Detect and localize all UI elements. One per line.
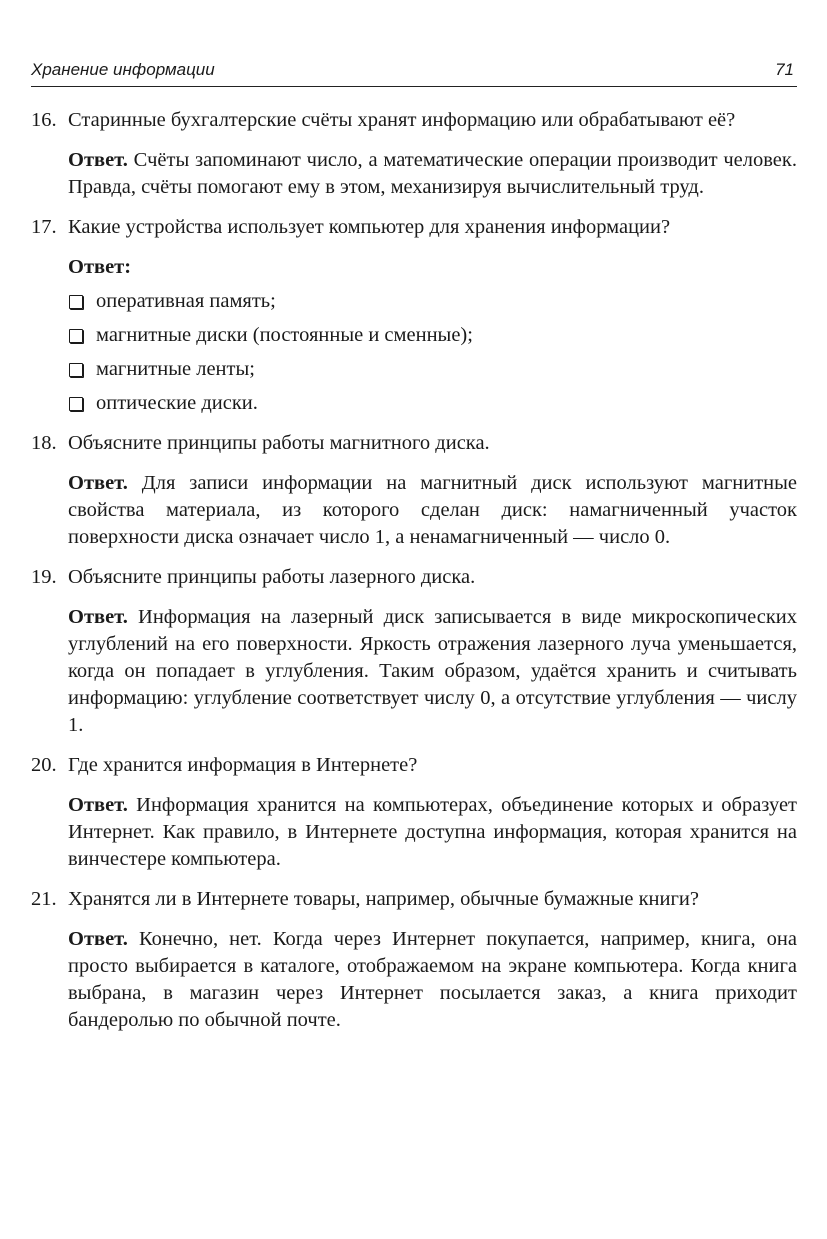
answer-label: Ответ. <box>68 606 128 628</box>
checkbox-bullet-icon <box>69 329 83 343</box>
question-18 <box>31 430 797 457</box>
list-item <box>68 322 797 349</box>
question-16 <box>31 107 797 134</box>
page-content <box>31 107 797 1034</box>
question-number: 20. <box>31 754 57 776</box>
answer-text: Информация хранится на компьютерах, объединение которых и образует Интернет. Как правило, в Интернете доступна информация, которая хранится на винчестере компьютера. <box>68 794 798 870</box>
answer-16 <box>68 147 797 201</box>
answer-text: Конечно, нет. Когда через Интернет покупается, например, книга, она просто выбирается в каталоге, отображаемом на экране компьютера. Когда книга выбрана, в магазин через Интернет посылается заказ, а книга приходит бандеролью по обычной почте. <box>68 928 797 1031</box>
answer-21 <box>68 926 797 1034</box>
chapter-title: Хранение информации <box>31 60 215 79</box>
page-header <box>31 60 797 87</box>
list-item-text: магнитные диски (постоянные и сменные); <box>96 324 473 346</box>
checkbox-bullet-icon <box>69 397 83 411</box>
list-item <box>68 356 797 383</box>
list-item-text: оперативная память; <box>96 290 276 312</box>
question-text: Где хранится информация в Интернете? <box>68 754 418 776</box>
list-item <box>68 390 797 417</box>
question-number: 21. <box>31 888 57 910</box>
checkbox-bullet-icon <box>69 363 83 377</box>
page-number: 71 <box>775 60 794 79</box>
answer-19 <box>68 604 797 739</box>
question-number: 18. <box>31 432 57 454</box>
list-item-text: оптические диски. <box>96 392 258 414</box>
list-item-text: магнитные ленты; <box>96 358 255 380</box>
answer-20 <box>68 792 797 873</box>
question-number: 16. <box>31 109 57 131</box>
question-text: Хранятся ли в Интернете товары, например, обычные бумажные книги? <box>68 888 699 910</box>
question-text: Объясните принципы работы лазерного диска. <box>68 566 476 588</box>
answer-label: Ответ. <box>68 928 128 950</box>
question-number: 19. <box>31 566 57 588</box>
question-20 <box>31 752 797 779</box>
answer-17 <box>68 254 797 281</box>
checkbox-bullet-icon <box>69 295 83 309</box>
question-17 <box>31 214 797 241</box>
answer-text: Для записи информации на магнитный диск используют магнитные свойства материала, из которого сделан диск: намагниченный участок поверхности диска означает число 1, а ненамагниченный — число 0. <box>68 472 797 548</box>
question-21 <box>31 886 797 913</box>
answer-text: Счёты запоминают число, а математические операции производит человек. Правда, счёты помогают ему в этом, механизируя вычислительный труд. <box>68 149 797 198</box>
question-19 <box>31 564 797 591</box>
answer-label: Ответ. <box>68 472 128 494</box>
answer-label: Ответ. <box>68 794 128 816</box>
question-text: Старинные бухгалтерские счёты хранят информацию или обрабатывают её? <box>68 109 736 131</box>
answer-text: Информация на лазерный диск записывается в виде микроскопических углублений на его поверхности. Яркость отражения лазерного луча уменьшается, когда он попадает в углубления. Таким образом, удаётся хранить и считывать информацию: углубление соответствует числу 0, а отсутствие углубления — числу 1. <box>68 606 797 736</box>
question-number: 17. <box>31 216 57 238</box>
answer-label: Ответ: <box>68 256 132 278</box>
list-item <box>68 288 797 315</box>
answer-label: Ответ. <box>68 149 128 171</box>
question-text: Объясните принципы работы магнитного диска. <box>68 432 490 454</box>
answer-18 <box>68 470 797 551</box>
question-text: Какие устройства использует компьютер для хранения информации? <box>68 216 671 238</box>
